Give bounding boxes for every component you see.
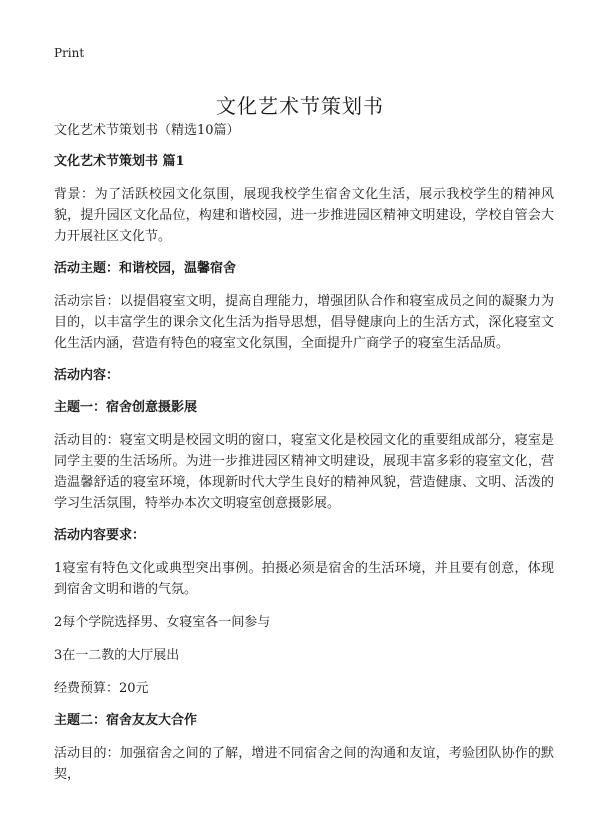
print-link[interactable]: Print — [54, 46, 85, 60]
paragraph: 活动目的：加强宿舍之间的了解，增进不同宿舍之间的沟通和友谊，考验团队协作的默契， — [54, 746, 554, 782]
section-heading: 活动内容要求： — [54, 528, 146, 543]
paragraph: 背景：为了活跃校园文化氛围，展现我校学生宿舍文化生活，展示我校学生的精神风貌，提升园区文化品位，构建和谐校园，进一步推进园区精神文明建设，学校自管会大力开展社区文化节。 — [54, 187, 554, 244]
paragraph: 活动宗旨：以提倡寝室文明，提高自理能力，增强团队合作和寝室成员之间的凝聚力为目的，以丰富学生的课余文化生活为指导思想，倡导健康向上的生活方式，深化寝室文化生活内涵，营造有特色的寝室文化氛围，全面提升广商学子的寝室生活品质。 — [54, 294, 554, 351]
document-subtitle: 文化艺术节策划书（精选10篇） — [54, 123, 240, 138]
section-heading: 文化艺术节策划书 篇1 — [54, 154, 185, 169]
paragraph: 经费预算：20元 — [54, 681, 149, 696]
paragraph: 3在一二教的大厅展出 — [54, 648, 180, 663]
section-heading: 活动内容： — [54, 368, 120, 383]
document-body — [54, 120, 554, 797]
page-title: 文化艺术节策划书 — [216, 94, 384, 119]
paragraph: 1寝室有特色文化或典型突出事例。拍摄必须是宿舍的生活环境，并且要有创意，体现到宿舍文明和谐的气氛。 — [54, 561, 554, 597]
section-heading: 主题一：宿舍创意摄影展 — [54, 400, 198, 415]
paragraph: 活动目的：寝室文明是校园文明的窗口，寝室文化是校园文化的重要组成部分，寝室是同学主要的生活场所。为进一步推进园区精神文明建设，展现丰富多彩的寝室文化，营造温馨舒适的寝室环境，体现新时代大学生良好的精神风貌，营造健康、文明、活泼的学习生活氛围，特举办本次文明寝室创意摄影展。 — [54, 433, 554, 511]
section-heading: 主题二：宿舍友友大合作 — [54, 713, 198, 728]
section-heading: 活动主题：和谐校园，温馨宿舍 — [54, 261, 237, 276]
paragraph: 2每个学院选择男、女寝室各一间参与 — [54, 615, 271, 630]
